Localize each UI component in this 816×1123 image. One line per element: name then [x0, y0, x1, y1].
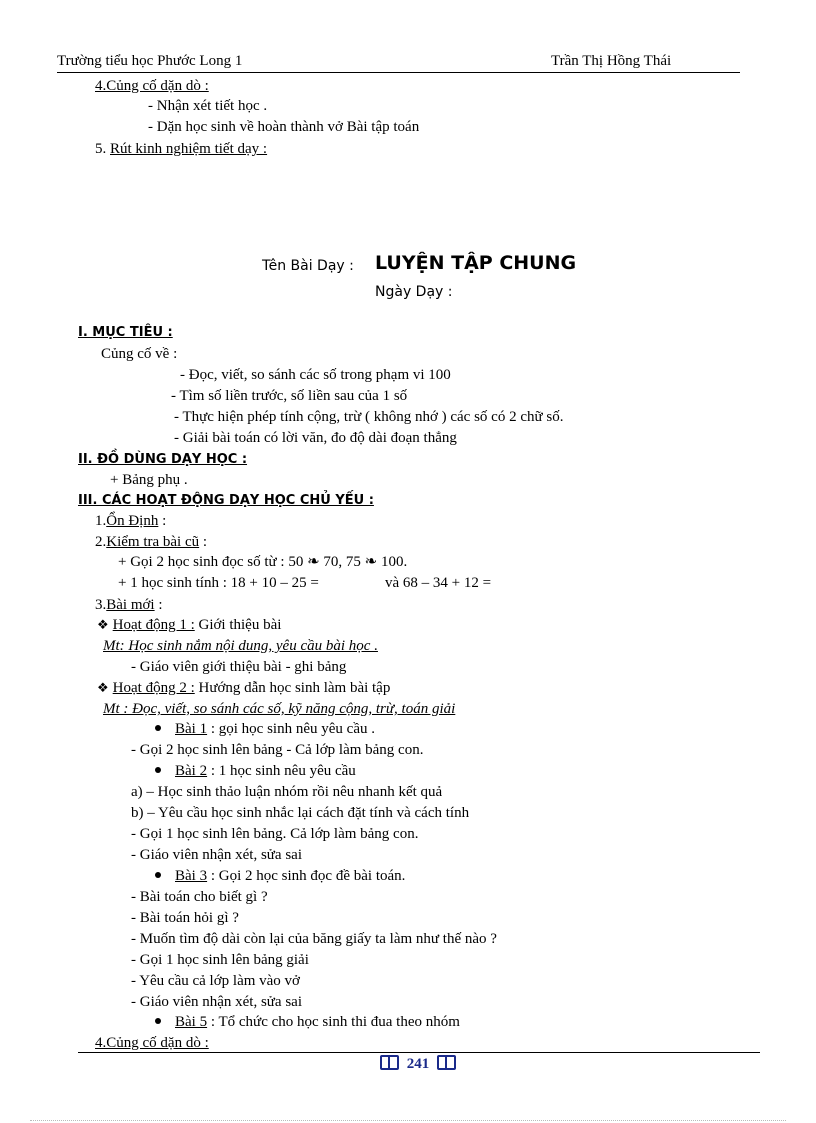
- page-number: 241: [406, 1056, 430, 1072]
- kiem-tra-bai-cu: 2.Kiểm tra bài cũ :: [95, 534, 208, 550]
- on-dinh: 1.Ổn Định :: [95, 513, 167, 529]
- objective-item: - Giải bài toán có lời văn, đo độ dài đoạn thẳng: [174, 430, 457, 446]
- bai-2-line: - Gọi 1 học sinh lên bảng. Cả lớp làm bảng con.: [131, 826, 419, 842]
- diamond-bullet-icon: ❖: [97, 617, 109, 632]
- top-item-2: - Dặn học sinh về hoàn thành vở Bài tập toán: [148, 119, 420, 135]
- hoat-dong-1: ❖ Hoạt động 1 : Giới thiệu bài: [97, 617, 282, 633]
- diamond-bullet-icon: ❖: [97, 680, 109, 695]
- bai-moi: 3.Bài mới :: [95, 597, 163, 613]
- section2-heading: II. ĐỒ DÙNG DẠY HỌC :: [78, 452, 248, 467]
- bai-1: Bài 1 : gọi học sinh nêu yêu cầu .: [155, 720, 375, 738]
- bullet-icon: [155, 725, 161, 731]
- bai-2: Bài 2 : 1 học sinh nêu yêu cầu: [155, 762, 356, 780]
- hoat-dong-2: ❖ Hoạt động 2 : Hướng dẫn học sinh làm bài tập: [97, 680, 391, 696]
- lesson-date-label: Ngày Dạy :: [375, 284, 453, 300]
- muc-tieu-2: Mt : Đọc, viết, so sánh các số, kỹ năng cộng, trừ, toán giải: [103, 701, 456, 717]
- bullet-icon: [155, 872, 161, 878]
- kt-line-2b: và 68 – 34 + 12 =: [385, 575, 492, 591]
- page-number-block: [380, 1056, 456, 1073]
- header-teacher: Trần Thị Hồng Thái: [551, 53, 672, 69]
- bai-3-line: - Bài toán hỏi gì ?: [131, 910, 239, 926]
- section3-heading: III. CÁC HOẠT ĐỘNG DẠY HỌC CHỦ YẾU :: [78, 493, 374, 508]
- bai-3-line: - Yêu cầu cả lớp làm vào vở: [131, 973, 300, 989]
- bai-2-b: b) – Yêu cầu học sinh nhắc lại cách đặt tính và cách tính: [131, 805, 470, 821]
- header-rule: [57, 72, 740, 73]
- bai-3-line: - Muốn tìm độ dài còn lại của băng giấy ta làm như thế nào ?: [131, 931, 497, 947]
- lesson-title-label: Tên Bài Dạy :: [262, 258, 354, 274]
- bai-3-line: - Bài toán cho biết gì ?: [131, 889, 268, 905]
- arrow-icon: ❧: [307, 554, 320, 570]
- top-item-1: - Nhận xét tiết học .: [148, 98, 268, 114]
- page-bottom-edge: [30, 1120, 786, 1121]
- book-icon: [437, 1055, 456, 1070]
- objective-item: - Tìm số liền trước, số liền sau của 1 số: [171, 388, 408, 404]
- footer-rule: [78, 1052, 760, 1053]
- cung-co-top: 4.Củng cố dặn dò :: [95, 78, 209, 94]
- bullet-icon: [155, 1018, 161, 1024]
- bai-2-a: a) – Học sinh thảo luận nhóm rồi nêu nhanh kết quả: [131, 784, 443, 800]
- book-icon: [380, 1055, 399, 1070]
- lesson-title: LUYỆN TẬP CHUNG: [375, 252, 577, 274]
- muc-tieu-1: Mt: Học sinh nắm nội dung, yêu cầu bài học .: [103, 638, 378, 654]
- section1-heading: I. MỤC TIÊU :: [78, 325, 173, 340]
- kt-line-1: + Gọi 2 học sinh đọc số từ : 50 ❧ 70, 75 ❧ 100.: [118, 554, 408, 570]
- kt-line-2a: + 1 học sinh tính : 18 + 10 – 25 =: [118, 575, 319, 591]
- cung-co-bottom: 4.Củng cố dặn dò :: [95, 1035, 209, 1051]
- rut-kinh-nghiem-label: Rút kinh nghiệm tiết dạy :: [110, 141, 268, 157]
- bai-3-line: - Gọi 1 học sinh lên bảng giải: [131, 952, 309, 968]
- section2-item: + Bảng phụ .: [110, 472, 188, 488]
- header-school: Trường tiểu học Phước Long 1: [57, 53, 243, 69]
- bai-1-line: - Gọi 2 học sinh lên bảng - Cả lớp làm bảng con.: [131, 742, 424, 758]
- bai-5: Bài 5 : Tổ chức cho học sinh thi đua theo nhóm: [155, 1013, 460, 1031]
- section1-intro: Củng cố về :: [101, 346, 178, 362]
- objective-item: - Thực hiện phép tính cộng, trừ ( không nhớ ) các số có 2 chữ số.: [174, 409, 564, 425]
- bullet-icon: [155, 767, 161, 773]
- rut-kinh-nghiem: 5. Rút kinh nghiệm tiết dạy :: [95, 141, 268, 157]
- objective-item: - Đọc, viết, so sánh các số trong phạm vi 100: [180, 367, 451, 383]
- arrow-icon: ❧: [364, 554, 378, 570]
- bai-3-line: - Giáo viên nhận xét, sửa sai: [131, 994, 302, 1010]
- gv-gioi-thieu: - Giáo viên giới thiệu bài - ghi bảng: [131, 659, 347, 675]
- bai-3: Bài 3 : Gọi 2 học sinh đọc đề bài toán.: [155, 867, 405, 885]
- bai-2-line: - Giáo viên nhận xét, sửa sai: [131, 847, 302, 863]
